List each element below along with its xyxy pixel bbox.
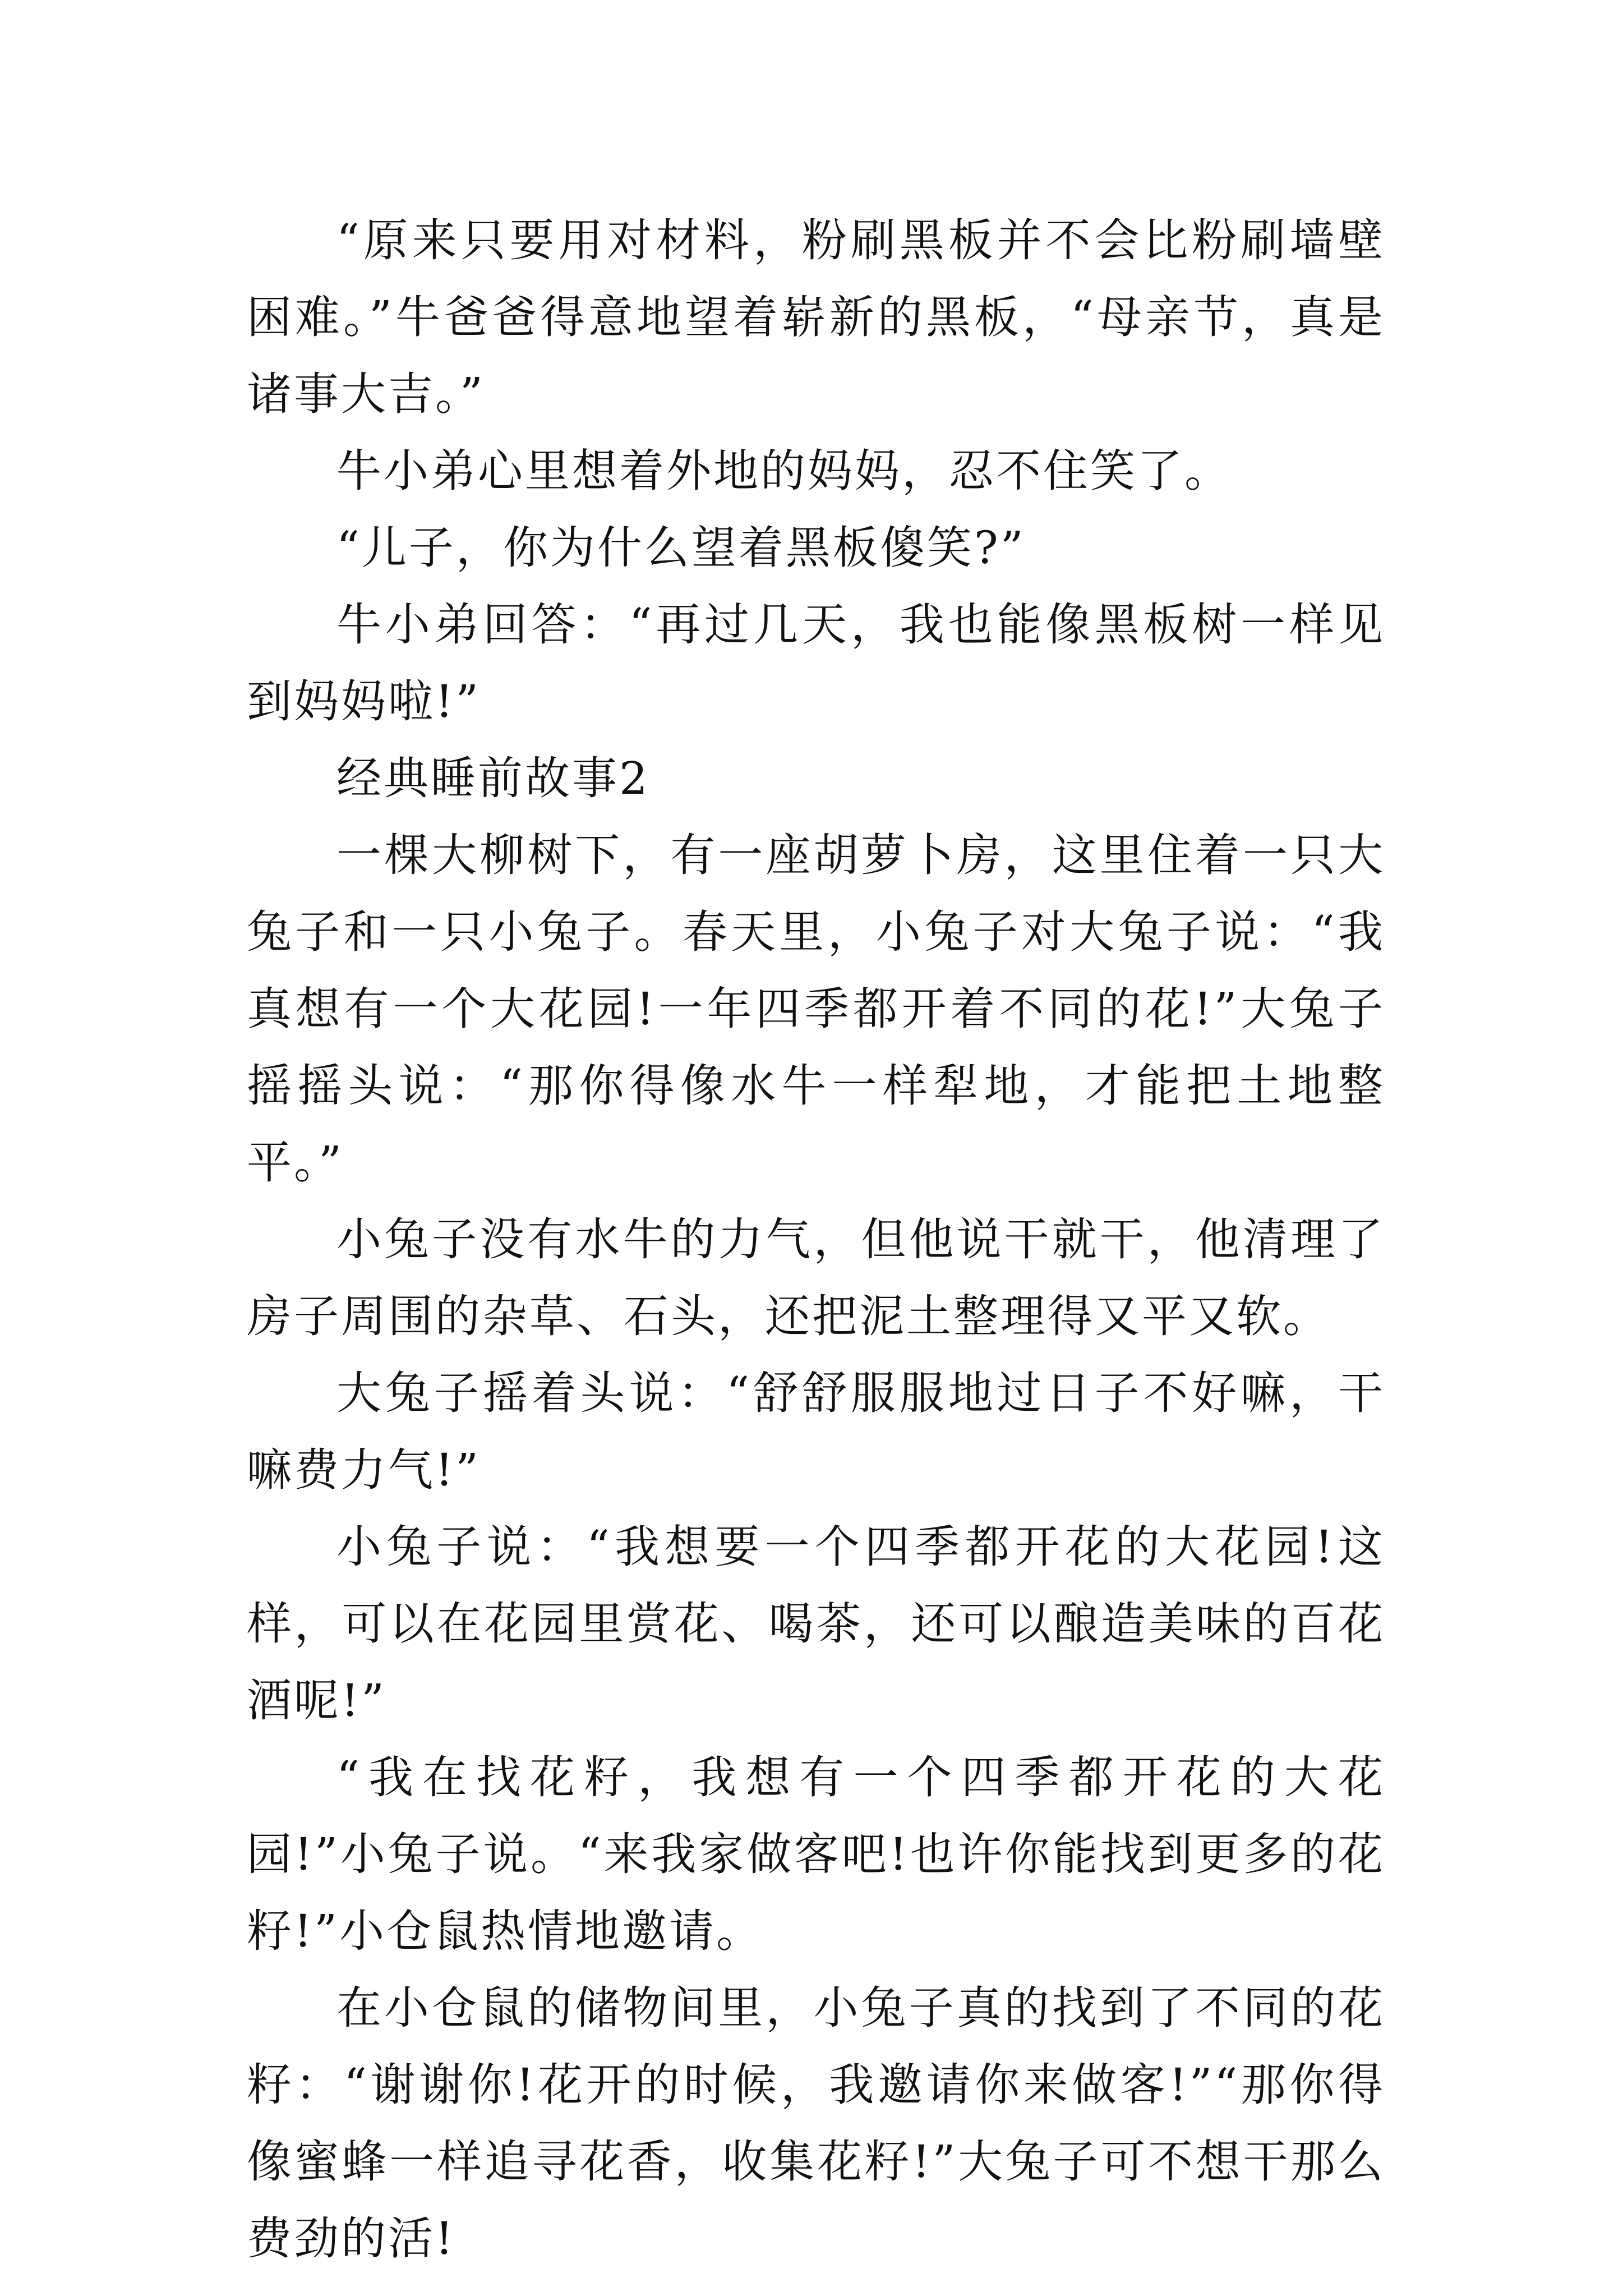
section-heading: 经典睡前故事2	[336, 752, 650, 804]
story-text	[247, 202, 1385, 2277]
paragraph: 一棵大柳树下，有一座胡萝卜房，这里住着一只大兔子和一只小兔子。春天里，小兔子对大兔子说：“我真想有一个大花园!一年四季都开着不同的花!”大兔子摇摇头说：“那你得像水牛一样犁地，才能把土地整平。”	[247, 829, 1385, 1189]
paragraph: “儿子，你为什么望着黑板傻笑?”	[336, 522, 1026, 574]
paragraph: 小兔子没有水牛的力气，但他说干就干，他清理了房子周围的杂草、石头，还把泥土整理得又平又软。	[247, 1213, 1385, 1342]
paragraph: 牛小弟心里想着外地的妈妈，忍不住笑了。	[336, 445, 1232, 497]
paragraph: 牛小弟回答：“再过几天，我也能像黑板树一样见到妈妈啦!”	[247, 599, 1385, 728]
paragraph: 在小仓鼠的储物间里，小兔子真的找到了不同的花籽：“谢谢你!花开的时候，我邀请你来做客!”“那你得像蜜蜂一样追寻花香，收集花籽!”大兔子可不想干那么费劲的活!	[247, 1982, 1385, 2265]
paragraph: “原来只要用对材料，粉刷黑板并不会比粉刷墙壁困难。”牛爸爸得意地望着崭新的黑板，“母亲节，真是诸事大吉。”	[247, 214, 1385, 420]
paragraph: 大兔子摇着头说：“舒舒服服地过日子不好嘛，干嘛费力气!”	[247, 1367, 1385, 1496]
paragraph: 小兔子说：“我想要一个四季都开花的大花园!这样，可以在花园里赏花、喝茶，还可以酿造美味的百花酒呢!”	[247, 1521, 1385, 1727]
paragraph: “我在找花籽，我想有一个四季都开花的大花园!”小兔子说。“来我家做客吧!也许你能找到更多的花籽!”小仓鼠热情地邀请。	[247, 1751, 1385, 1957]
